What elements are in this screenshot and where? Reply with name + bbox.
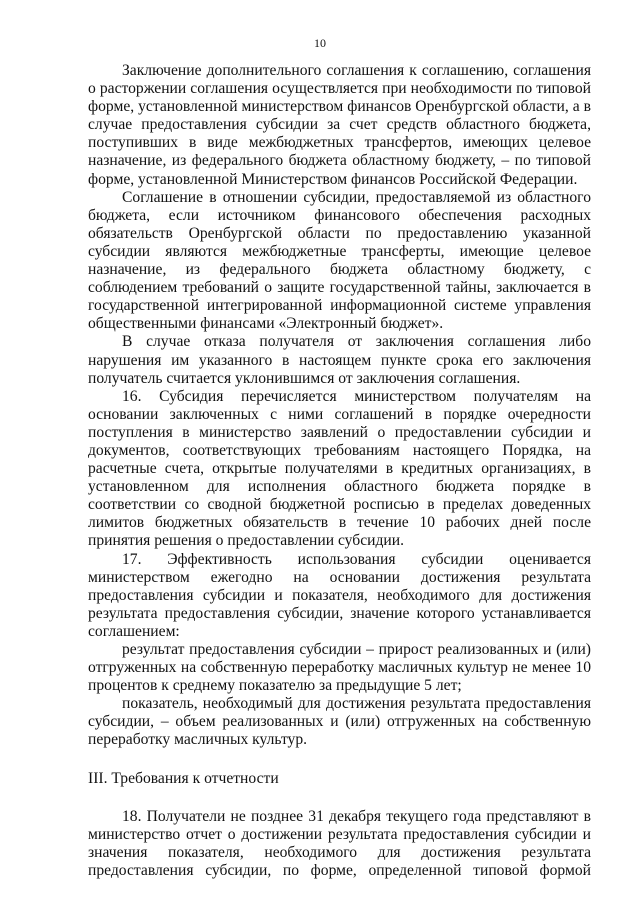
paragraph-electronic-budget: Соглашение в отношении субсидии, предоставляемой из областного бюджета, если источником финансового обеспечения расходных обязательств Оренбургской области по предоставлению указанной субсидии являются межбюджетные трансферты, имеющие целевое назначение, из федерального бюджета областному бюджету, с соблюдением требований о защите государственной тайны, заключается в государственной интегрированной информационной системе управления общественными финансами «Электронный бюджет».: [88, 188, 591, 333]
paragraph-item-16: 16. Субсидия перечисляется министерством получателям на основании заключенных с ними соглашений в порядке очередности поступления в министерство заявлений о предоставлении субсидии и документов, соответствующих требованиям настоящего Порядка, на расчетные счета, открытые получателями в кредитных организациях, в установленном для исполнения областного бюджета порядке в соответствии со сводной бюджетной росписью в пределах доведенных лимитов бюджетных обязательств в течение 10 рабочих дней после принятия решения о предоставлении субсидии.: [88, 387, 591, 550]
document-body: [88, 62, 591, 880]
paragraph-result: результат предоставления субсидии – прирост реализованных и (или) отгруженных на собственную переработку масличных культур не менее 10 процентов к среднему показателю за предыдущие 5 лет;: [88, 641, 591, 695]
paragraph-additional-agreement: Заключение дополнительного соглашения к соглашению, соглашения о расторжении соглашения осуществляется при необходимости по типовой форме, установленной министерством финансов Оренбургской области, а в случае предоставления субсидии за счет средств областного бюджета, поступивших в виде межбюджетных трансфертов, имеющих целевое назначение, из федерального бюджета областному бюджету, – по типовой форме, установленной Министерством финансов Российской Федерации.: [88, 62, 591, 188]
paragraph-item-17: 17. Эффективность использования субсидии оценивается министерством ежегодно на основании достижения результата предоставления субсидии и показателя, необходимого для достижения результата предоставления субсидии, значение которого устанавливается соглашением:: [88, 550, 591, 640]
paragraph-refusal: В случае отказа получателя от заключения соглашения либо нарушения им указанного в настоящем пункте срока его заключения получатель считается уклонившимся от заключения соглашения.: [88, 333, 591, 387]
section-heading: III. Требования к отчетности: [88, 769, 279, 787]
paragraph-indicator: показатель, необходимый для достижения результата предоставления субсидии, – объем реализованных и (или) отгруженных на собственную переработку масличных культур.: [88, 695, 591, 749]
paragraph-item-18: 18. Получатели не позднее 31 декабря текущего года представляют в министерство отчет о достижении результата предоставления субсидии и значения показателя, необходимого для достижения результата предоставления субсидии, по форме, определенной типовой формой: [88, 807, 591, 879]
page-number: 10: [314, 36, 326, 50]
